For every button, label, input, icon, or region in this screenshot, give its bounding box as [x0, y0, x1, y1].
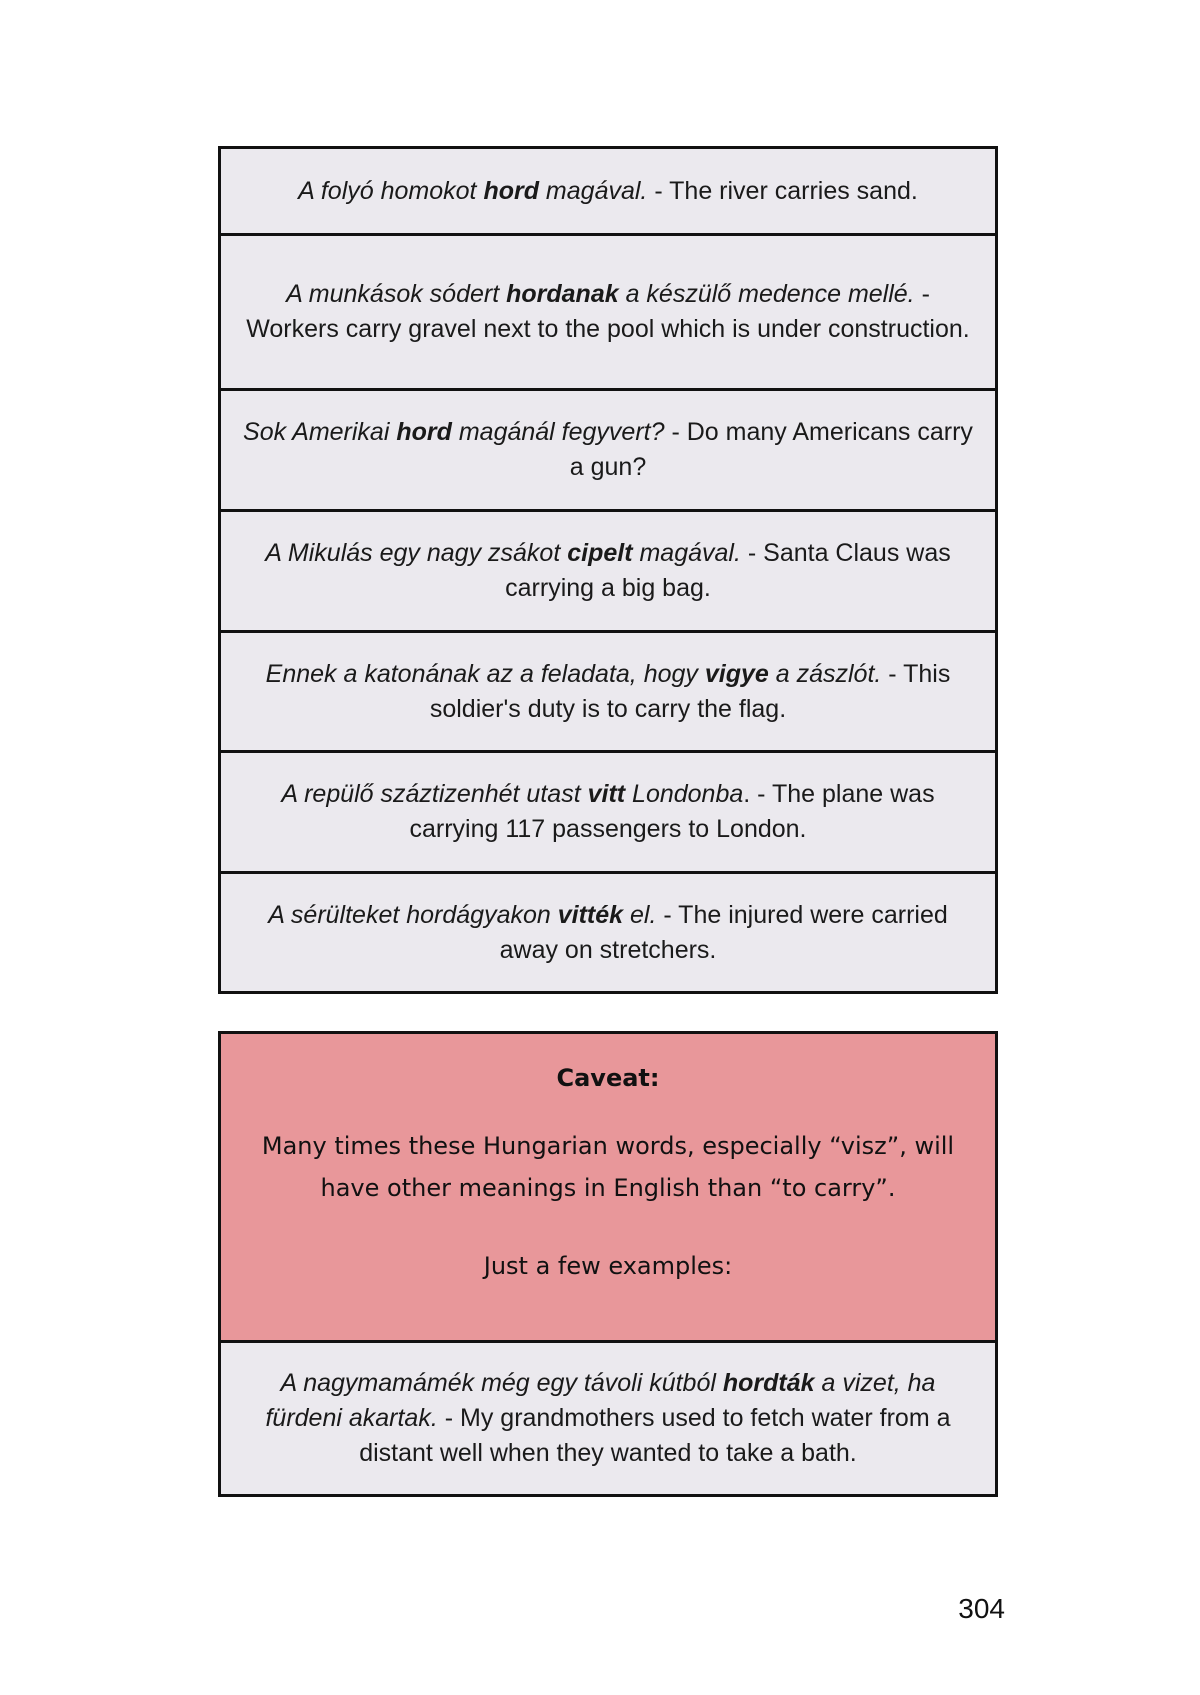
example-text	[243, 174, 973, 209]
key-verb: vigye	[704, 659, 769, 688]
example-text	[243, 415, 973, 485]
key-verb: vitt	[587, 780, 626, 808]
english-translation: - Do many Americans carry a gun?	[569, 418, 973, 481]
english-translation: - This soldier's duty is to carry the flag.	[429, 659, 951, 723]
english-translation: - Santa Claus was carrying a big bag.	[505, 539, 951, 602]
example-row	[221, 233, 995, 388]
hungarian-sentence: A nagymamámék még egy távoli kútból hordták a vizet, ha fürdeni akartak.	[265, 1369, 936, 1432]
hungarian-sentence: Sok Amerikai hord magánál fegyvert?	[243, 418, 665, 446]
hungarian-sentence: A Mikulás egy nagy zsákot cipelt magával.	[265, 539, 741, 567]
example-text	[243, 898, 973, 968]
caveat-table	[218, 1031, 998, 1497]
hungarian-sentence: Ennek a katonának az a feladata, hogy vigye a zászlót.	[265, 659, 882, 688]
hungarian-sentence: A sérülteket hordágyakon vitték el.	[268, 900, 657, 929]
caveat-title: Caveat:	[556, 1064, 660, 1092]
hungarian-sentence: A repülő száztizenhét utast vitt Londonba	[281, 780, 744, 808]
caveat-footer: Just a few examples:	[483, 1252, 733, 1280]
english-translation: - The river carries sand.	[647, 176, 918, 205]
key-verb: hordták	[722, 1369, 815, 1397]
english-translation: . - The plane was carrying 117 passengers to London.	[409, 780, 935, 843]
example-row	[221, 149, 995, 233]
example-text	[243, 536, 973, 606]
english-translation: - Workers carry gravel next to the pool which is under construction.	[246, 280, 970, 343]
english-translation: - My grandmothers used to fetch water from a distant well when they wanted to take a bath.	[359, 1404, 951, 1467]
example-text	[243, 777, 973, 847]
example-text	[243, 657, 973, 727]
example-row	[221, 750, 995, 871]
example-text	[243, 1366, 973, 1471]
caveat-body: Many times these Hungarian words, especially “visz”, will have other meanings in English than “to carry”.	[261, 1132, 955, 1202]
key-verb: hordanak	[506, 280, 619, 308]
page-number: 304	[958, 1593, 1005, 1624]
example-text	[243, 277, 973, 347]
key-verb: hord	[396, 418, 452, 446]
hungarian-sentence: A folyó homokot hord magával.	[298, 176, 648, 205]
example-row	[221, 630, 995, 750]
hungarian-sentence: A munkások sódert hordanak a készülő medence mellé.	[286, 280, 915, 308]
examples-table	[218, 146, 998, 994]
caveat-box	[221, 1034, 995, 1340]
example-row	[221, 871, 995, 991]
example-row	[221, 509, 995, 630]
key-verb: hord	[483, 176, 539, 205]
example-row	[221, 388, 995, 509]
caveat-example-row	[221, 1340, 995, 1494]
key-verb: vitték	[557, 900, 624, 929]
english-translation: - The injured were carried away on stretchers.	[499, 900, 948, 964]
key-verb: cipelt	[567, 539, 633, 567]
